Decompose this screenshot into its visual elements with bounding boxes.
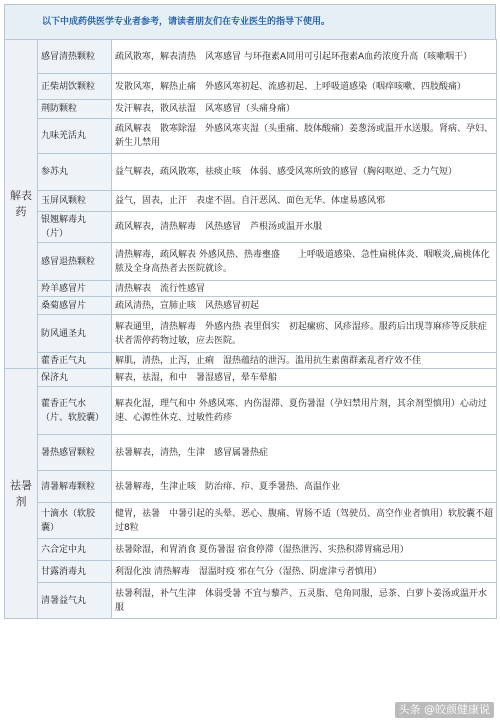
medicine-name: 藿香正气水（片、软胶囊） <box>38 387 112 435</box>
table-row <box>5 243 497 281</box>
medicine-description: 清热解毒，疏风解表 外感风热、热毒壅盛 上呼吸道感染、急性扁桃体炎、咽喉炎,扁桃体化脓及全身高热者去医院就诊。 <box>112 243 497 281</box>
table-row <box>5 74 497 100</box>
table-row <box>5 583 497 619</box>
medicine-name: 荆防颗粒 <box>38 100 112 119</box>
table-row <box>5 387 497 435</box>
table-row <box>5 471 497 503</box>
table-row <box>5 315 497 353</box>
medicine-description: 解表，祛湿，和中 暑湿感冒，晕车晕船 <box>112 369 497 387</box>
table-row <box>5 435 497 471</box>
table-row <box>5 297 497 315</box>
medicine-description: 清热解表 流行性感冒 <box>112 281 497 297</box>
category-label: 解表药 <box>5 40 38 369</box>
medicine-description: 祛暑除湿，和胃消食 夏伤暑湿 宿食停滞（湿热泄泻、实热积滞胃痛忌用） <box>112 539 497 561</box>
table-row <box>5 154 497 191</box>
medicine-description: 解表通里，清热解毒 外感内热 表里俱实 初起瘰疬、风疹湿疹。服药后出现荨麻疹等反肤症状者需停药物过敏，应去医院。 <box>112 315 497 353</box>
table-row <box>5 40 497 74</box>
category-label: 祛暑剂 <box>5 369 38 619</box>
medicine-description: 祛暑利湿，补气生津 体弱受暑 不宜与藜芦、五灵脂、皂角同服，忌茶、白萝卜姜汤或温开水服 <box>112 583 497 619</box>
table-row <box>5 503 497 539</box>
medicine-description: 益气，固表，止汗 表虚不固。自汗恶风、面色无华、体虚易感风邪 <box>112 191 497 212</box>
table-row <box>5 119 497 154</box>
medicine-description: 解表化湿，理气和中 外感风寒、内伤湿滞、夏伤暑湿（孕妇禁用片剂，其余剂型慎用）心动过速、心源性休克、过敏性药疹 <box>112 387 497 435</box>
medicine-description: 解肌，清热，止泻，止痢 湿热蕴结的泄泻。滥用抗生素菌群紊乱者疗效不佳 <box>112 353 497 369</box>
table-row <box>5 539 497 561</box>
medicine-description: 发散风寒，解热止痛 外感风寒初起、流感初起、上呼吸道感染（咽痒咳嗽、四肢酸痛） <box>112 74 497 100</box>
medicine-name: 六合定中丸 <box>38 539 112 561</box>
medicine-name: 藿香正气丸 <box>38 353 112 369</box>
medicine-name: 甘露消毒丸 <box>38 561 112 583</box>
medicine-name: 十滴水（软胶囊） <box>38 503 112 539</box>
table-row <box>5 369 497 387</box>
medicine-table <box>4 39 497 619</box>
medicine-description: 疏风解表，清热解毒 风热感冒 芦根汤或温开水服 <box>112 212 497 243</box>
table-row <box>5 212 497 243</box>
medicine-description: 利湿化浊 清热解毒 湿温时疫 邪在气分（湿热、阴虚津亏者慎用） <box>112 561 497 583</box>
table-row <box>5 191 497 212</box>
medicine-description: 祛暑解毒，生津止咳 防治痱、疖、夏季暑热、高温作业 <box>112 471 497 503</box>
medicine-name: 防风通圣丸 <box>38 315 112 353</box>
medicine-name: 正柴胡饮颗粒 <box>38 74 112 100</box>
medicine-name: 感冒退热颗粒 <box>38 243 112 281</box>
table-row <box>5 281 497 297</box>
medicine-name: 桑菊感冒片 <box>38 297 112 315</box>
medicine-name: 感冒清热颗粒 <box>38 40 112 74</box>
medicine-name: 暑热感冒颗粒 <box>38 435 112 471</box>
medicine-name: 羚羊感冒片 <box>38 281 112 297</box>
medicine-name: 保济丸 <box>38 369 112 387</box>
medicine-name: 银翘解毒丸（片） <box>38 212 112 243</box>
medicine-name: 玉屏风颗粒 <box>38 191 112 212</box>
table-row <box>5 100 497 119</box>
medicine-description: 疏风解表 散寒除湿 外感风寒夹湿（头重痛、肢体酸痛）姜葱汤或温开水送服。肾病、孕妇、新生儿禁用 <box>112 119 497 154</box>
medicine-name: 清暑益气丸 <box>38 583 112 619</box>
medicine-description: 健胃，祛暑 中暑引起的头晕、恶心、腹痛、胃肠不适（驾驶员、高空作业者慎用）软胶囊不超过8粒 <box>112 503 497 539</box>
table-row <box>5 561 497 583</box>
medicine-description: 发汗解表，散风祛湿 风寒感冒（头痛身痛） <box>112 100 497 119</box>
table-row <box>5 353 497 369</box>
medicine-name: 清暑解毒颗粒 <box>38 471 112 503</box>
notice-banner: 以下中成药供医学专业者参考，请读者朋友们在专业医生的指导下使用。 <box>4 4 496 39</box>
medicine-description: 祛暑解表，清热，生津 感冒属暑热症 <box>112 435 497 471</box>
medicine-description: 益气解表，疏风散寒，祛痰止咳 体弱、感受风寒所致的感冒（胸闷呕逆、乏力气短） <box>112 154 497 191</box>
medicine-name: 九味羌活丸 <box>38 119 112 154</box>
watermark: 头条 @皎颜健康说 <box>395 702 495 718</box>
medicine-description: 疏风清热，宣肺止咳 风热感冒初起 <box>112 297 497 315</box>
medicine-description: 疏风散寒，解表清热 风寒感冒 与环孢素A同用可引起环孢素A血药浓度升高（咳嗽咽干） <box>112 40 497 74</box>
medicine-name: 参苏丸 <box>38 154 112 191</box>
